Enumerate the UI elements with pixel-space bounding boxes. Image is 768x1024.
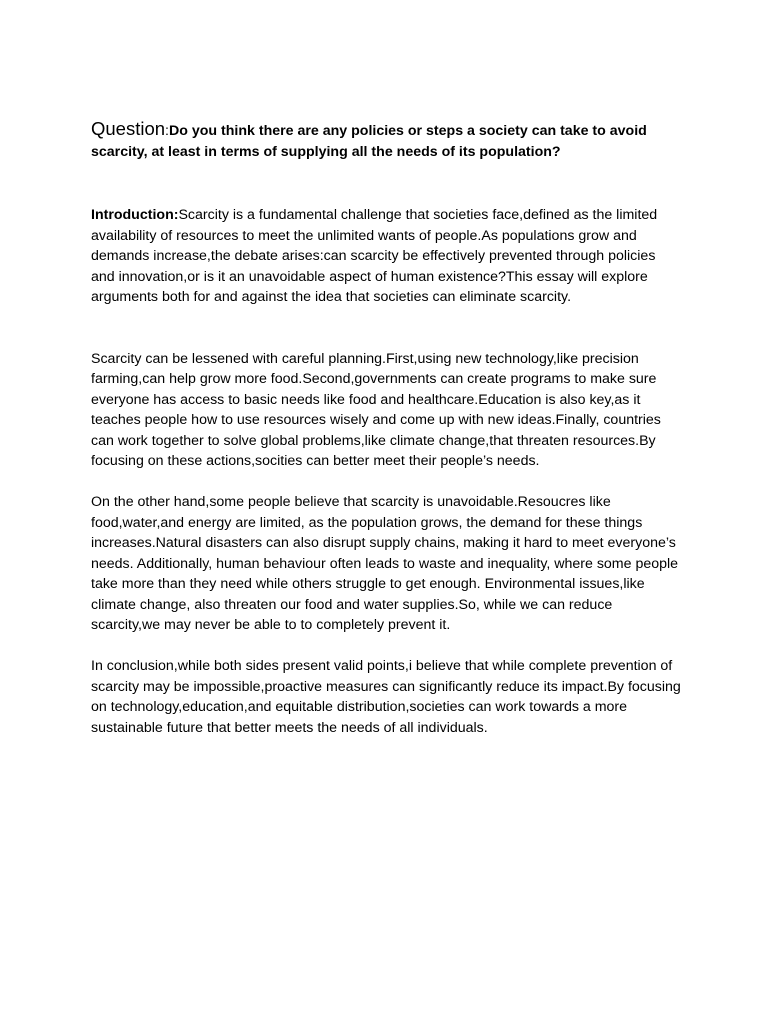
question-colon: :	[165, 123, 169, 139]
introduction-label: Introduction:	[91, 207, 179, 223]
introduction-paragraph	[91, 205, 683, 308]
question-label: Question	[91, 118, 166, 139]
body-paragraph-counterargument: On the other hand,some people believe that scarcity is unavoidable.Resoucres like food,water,and energy are limited, as the population grows, the demand for these things increases.Natural disasters can also disrupt supply chains, making it hard to meet everyone’s needs. Additionally, human behaviour often leads to waste and inequality, where some people take more than they need while others struggle to get enough. Environmental issues,like climate change, also threaten our food and water supplies.So, while we can reduce scarcity,we may never be able to to completely prevent it.	[91, 494, 679, 633]
introduction-text: Scarcity is a fundamental challenge that societies face,defined as the limited availability of resources to meet the unlimited wants of people.As populations grow and demands increase,the debate arises:can scarcity be effectively prevented through policies and innovation,or is it an unavoidable aspect of human existence?This essay will explore arguments both for and against the idea that societies can eliminate scarcity.	[91, 207, 658, 305]
question-heading	[91, 118, 683, 163]
conclusion-paragraph: In conclusion,while both sides present valid points,i believe that while complete prevention of scarcity may be impossible,proactive measures can significantly reduce its impact.By focusing on technology,education,and equitable distribution,societies can work towards a more sustainable future that better meets the needs of all individuals.	[91, 658, 681, 736]
question-text: Do you think there are any policies or steps a society can take to avoid scarcity, at least in terms of supplying all the needs of its population?	[91, 123, 647, 160]
body-paragraph-planning: Scarcity can be lessened with careful planning.First,using new technology,like precision farming,can help grow more food.Second,governments can create programs to make sure everyone has access to basic needs like food and healthcare.Education is also key,as it teaches people how to use resources wisely and come up with new ideas.Finally, countries can work together to solve global problems,like climate change,that threaten resources.By focusing on these actions,socities can better meet their people’s needs.	[91, 350, 661, 469]
document-body	[91, 118, 683, 738]
